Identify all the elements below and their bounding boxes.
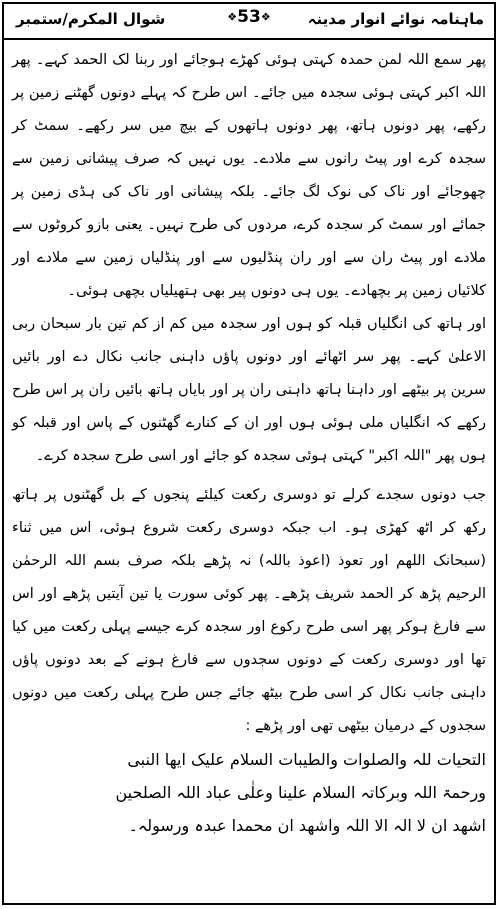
ornament-icon: ❖ — [227, 10, 238, 24]
paragraph-3: جب دونوں سجدے کرلے تو دوسری رکعت کیلئے پنجوں کے بل گھٹنوں پر ہاتھ رکھ کر اٹھ کھڑی ہو۔ اب جبکہ دوسری رکعت شروع ہوئی، اس میں ثناء (سبحانک اللھم اور تعوذ (اعوذ باللہ) نہ پڑھے بلکہ صرف بسم اللہ الرحمٰن الرحیم پڑھ کر الحمد شریف پڑھے۔ پھر کوئی سورت یا تین آیتیں پڑھے اور اس سے فارغ ہوکر پھر اسی طرح رکوع اور سجدہ کرے جیسے پہلی رکعت میں کیا تھا اور دوسری رکعت کے دونوں سجدوں سے فارغ ہونے کے بعد دونوں پاؤں داہنی جانب نکال کر اسی طرح بیٹھ جائے جس طرح پہلی رکعت میں دونوں سجدوں کے درمیان بیٹھی تھی اور پڑھے : — [12, 487, 486, 734]
magazine-title: ماہنامہ نوائے انوار مدینہ — [307, 10, 484, 28]
page-header — [4, 4, 494, 40]
issue-date: شوال المکرم/ستمبر — [16, 10, 166, 28]
page-frame — [2, 2, 496, 905]
paragraph-1: پھر سمع اللہ لمن حمدہ کہتی ہوئی کھڑے ہوجائے اور ربنا لک الحمد کہے۔ پھر اللہ اکبر کہتی ہوئی سجدہ میں جائے۔ اس طرح کہ پہلے دونوں گھٹنے زمین پر رکھے، پھر دونوں ہاتھ، پھر دونوں ہاتھوں کے بیچ میں سر رکھے۔ سمٹ کر سجدہ کرے اور پیٹ رانوں سے ملادے۔ یوں نہیں کہ صرف پیشانی زمین سے چھوجائے اور ناک کی نوک لگ جائے۔ بلکہ پیشانی اور ناک کی ہڈی زمین پر جمائے اور سمٹ کر سجدہ کرے، مردوں کی طرح نہیں۔ یعنی بازو کروٹوں سے ملادے اور پیٹ ران سے اور ران پنڈلیوں سے اور پنڈلیاں زمین سے ملادے اور کلائیاں زمین پر بچھادے۔ یوں ہی دونوں پیر بھی ہتھیلیاں بچھی ہوئی۔ — [12, 52, 486, 299]
paragraph-2: اور ہاتھ کی انگلیاں قبلہ کو ہوں اور سجدہ میں کم از کم تین بار سبحان ربی الاعلیٰ کہے۔ پھر سر اٹھائے اور دونوں پاؤں داہنی جانب نکال دے اور بائیں سرین پر بیٹھے اور داہنا ہاتھ داہنی ران پر اور بایاں ہاتھ بائیں ران پر اس طرح رکھے کہ انگلیاں ملی ہوئی ہوں اور ان کے کنارے گھٹنوں کے پاس اور قبلہ کو ہوں پھر "اللہ اکبر" کہتی ہوئی سجدہ کو جائے اور اسی طرح سجدہ کرے۔ — [12, 316, 486, 464]
page-number-value: 53 — [237, 7, 261, 27]
tashahhud-line-2: ورحمۃ اللہ وبرکاتہ السلام علینا وعلٰی عباد اللہ الصلحین — [115, 783, 486, 802]
ornament-icon: ❖ — [260, 10, 271, 24]
article-body — [12, 44, 486, 899]
page-number — [227, 7, 270, 27]
tashahhud-line-3: اشھد ان لا الہ الا اللہ واشھد ان محمدا عبدہ ورسولہ۔ — [128, 816, 486, 835]
tashahhud-line-1: التحیات للہ والصلوات والطیبات السلام علیک ایھا النبی — [127, 750, 486, 769]
